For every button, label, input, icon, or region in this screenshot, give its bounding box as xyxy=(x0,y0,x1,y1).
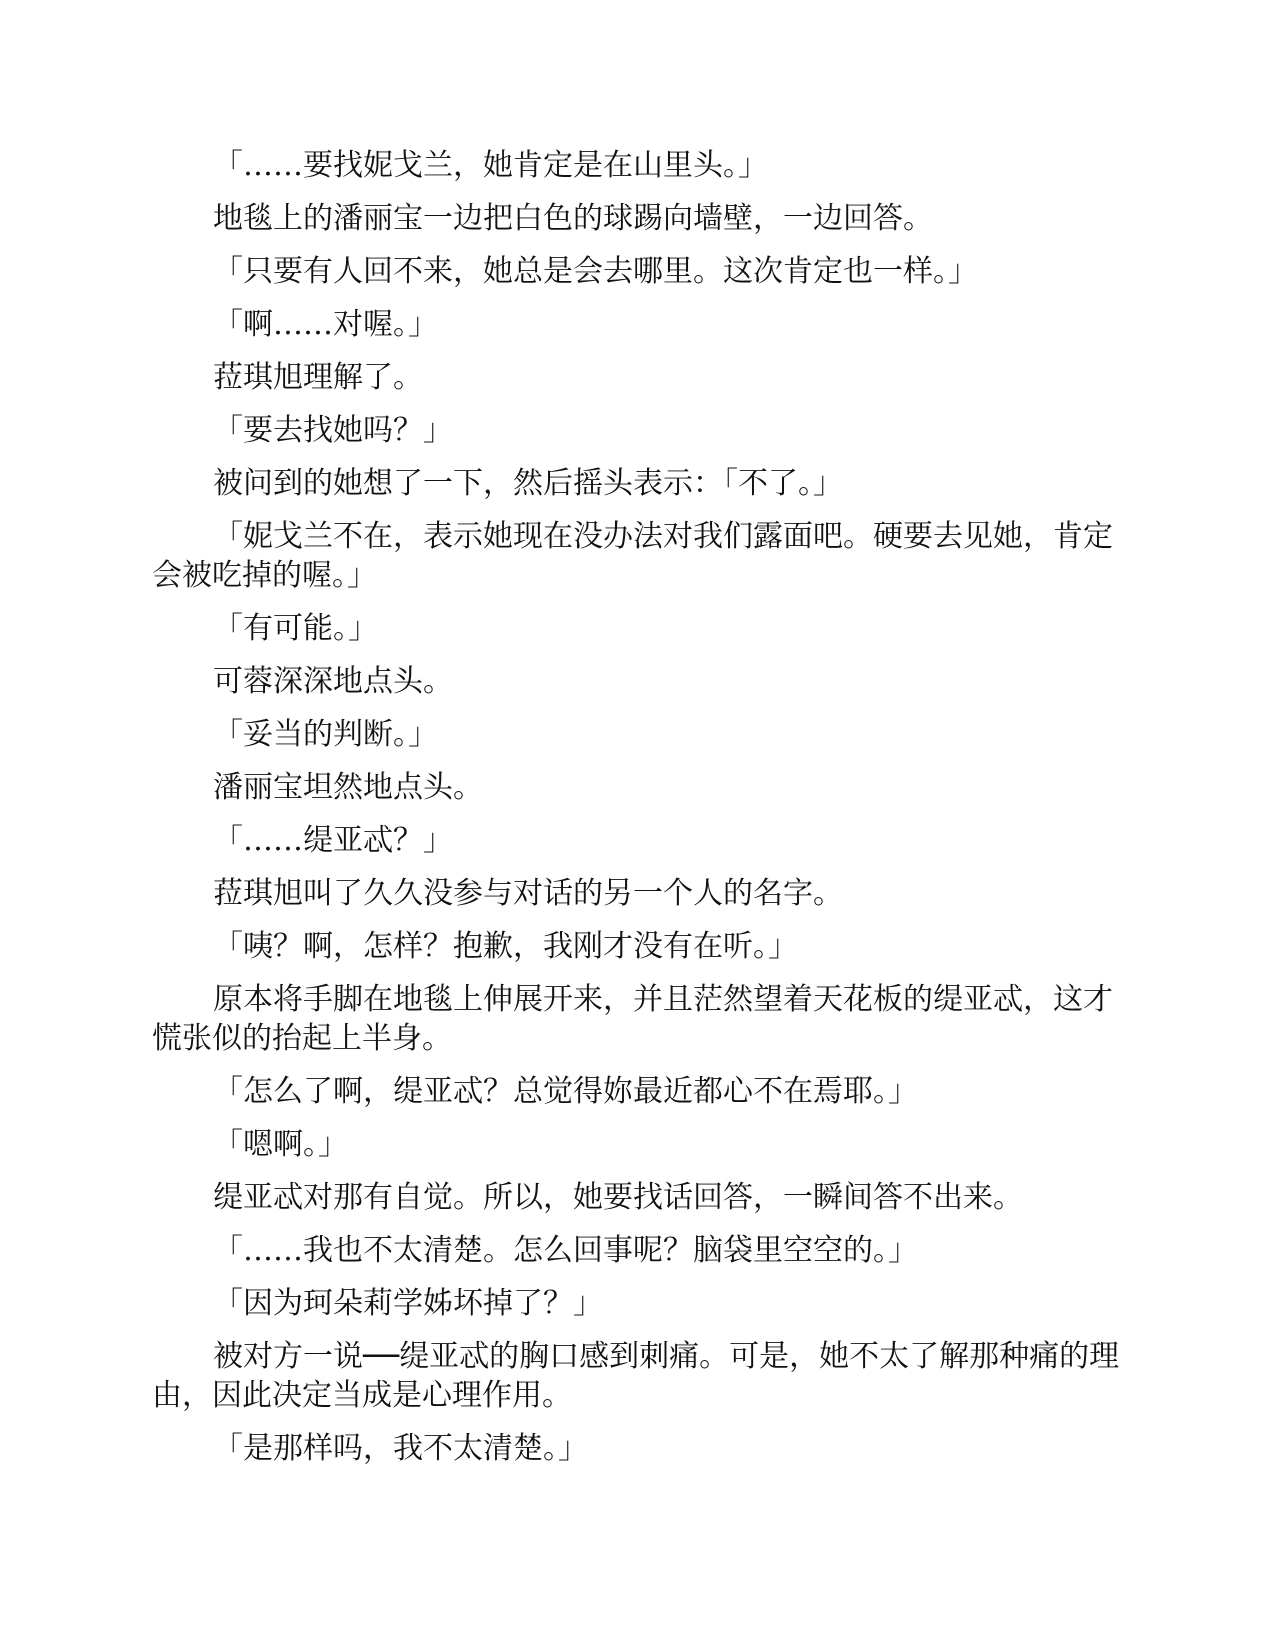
paragraph: 「妮戈兰不在，表示她现在没办法对我们露面吧。硬要去见她，肯定会被吃掉的喔。」 xyxy=(152,519,1113,593)
paragraph: 「咦？啊，怎样？抱歉，我刚才没有在听。」 xyxy=(213,929,798,964)
paragraph: 「……要找妮戈兰，她肯定是在山里头。」 xyxy=(213,148,768,183)
paragraph: 「要去找她吗？」 xyxy=(213,413,453,448)
paragraph: 菈琪旭理解了。 xyxy=(213,360,423,395)
paragraph: 缇亚忒对那有自觉。所以，她要找话回答，一瞬间答不出来。 xyxy=(213,1180,1023,1215)
body-text xyxy=(152,146,1130,1482)
paragraph: 「因为珂朵莉学姊坏掉了？」 xyxy=(213,1286,603,1321)
paragraph: 菈琪旭叫了久久没参与对话的另一个人的名字。 xyxy=(213,876,843,911)
paragraph: 潘丽宝坦然地点头。 xyxy=(213,770,483,805)
paragraph: 「怎么了啊，缇亚忒？总觉得妳最近都心不在焉耶。」 xyxy=(213,1074,918,1109)
paragraph: 「……我也不太清楚。怎么回事呢？脑袋里空空的。」 xyxy=(213,1233,918,1268)
paragraph: 原本将手脚在地毯上伸展开来，并且茫然望着天花板的缇亚忒，这才慌张似的抬起上半身。 xyxy=(152,982,1113,1056)
paragraph: 「嗯啊。」 xyxy=(213,1127,348,1162)
paragraph: 可蓉深深地点头。 xyxy=(213,664,453,699)
paragraph: 被问到的她想了一下，然后摇头表示：「不了。」 xyxy=(213,466,843,501)
paragraph: 「是那样吗，我不太清楚。」 xyxy=(213,1431,588,1466)
paragraph: 「……缇亚忒？」 xyxy=(213,823,453,858)
paragraph: 地毯上的潘丽宝一边把白色的球踢向墙壁，一边回答。 xyxy=(213,201,933,236)
paragraph: 「啊……对喔。」 xyxy=(213,307,438,342)
paragraph: 「妥当的判断。」 xyxy=(213,717,438,752)
paragraph: 被对方一说──缇亚忒的胸口感到刺痛。可是，她不太了解那种痛的理由，因此决定当成是心理作用。 xyxy=(152,1339,1120,1413)
paragraph: 「有可能。」 xyxy=(213,611,378,646)
paragraph: 「只要有人回不来，她总是会去哪里。这次肯定也一样。」 xyxy=(213,254,978,289)
